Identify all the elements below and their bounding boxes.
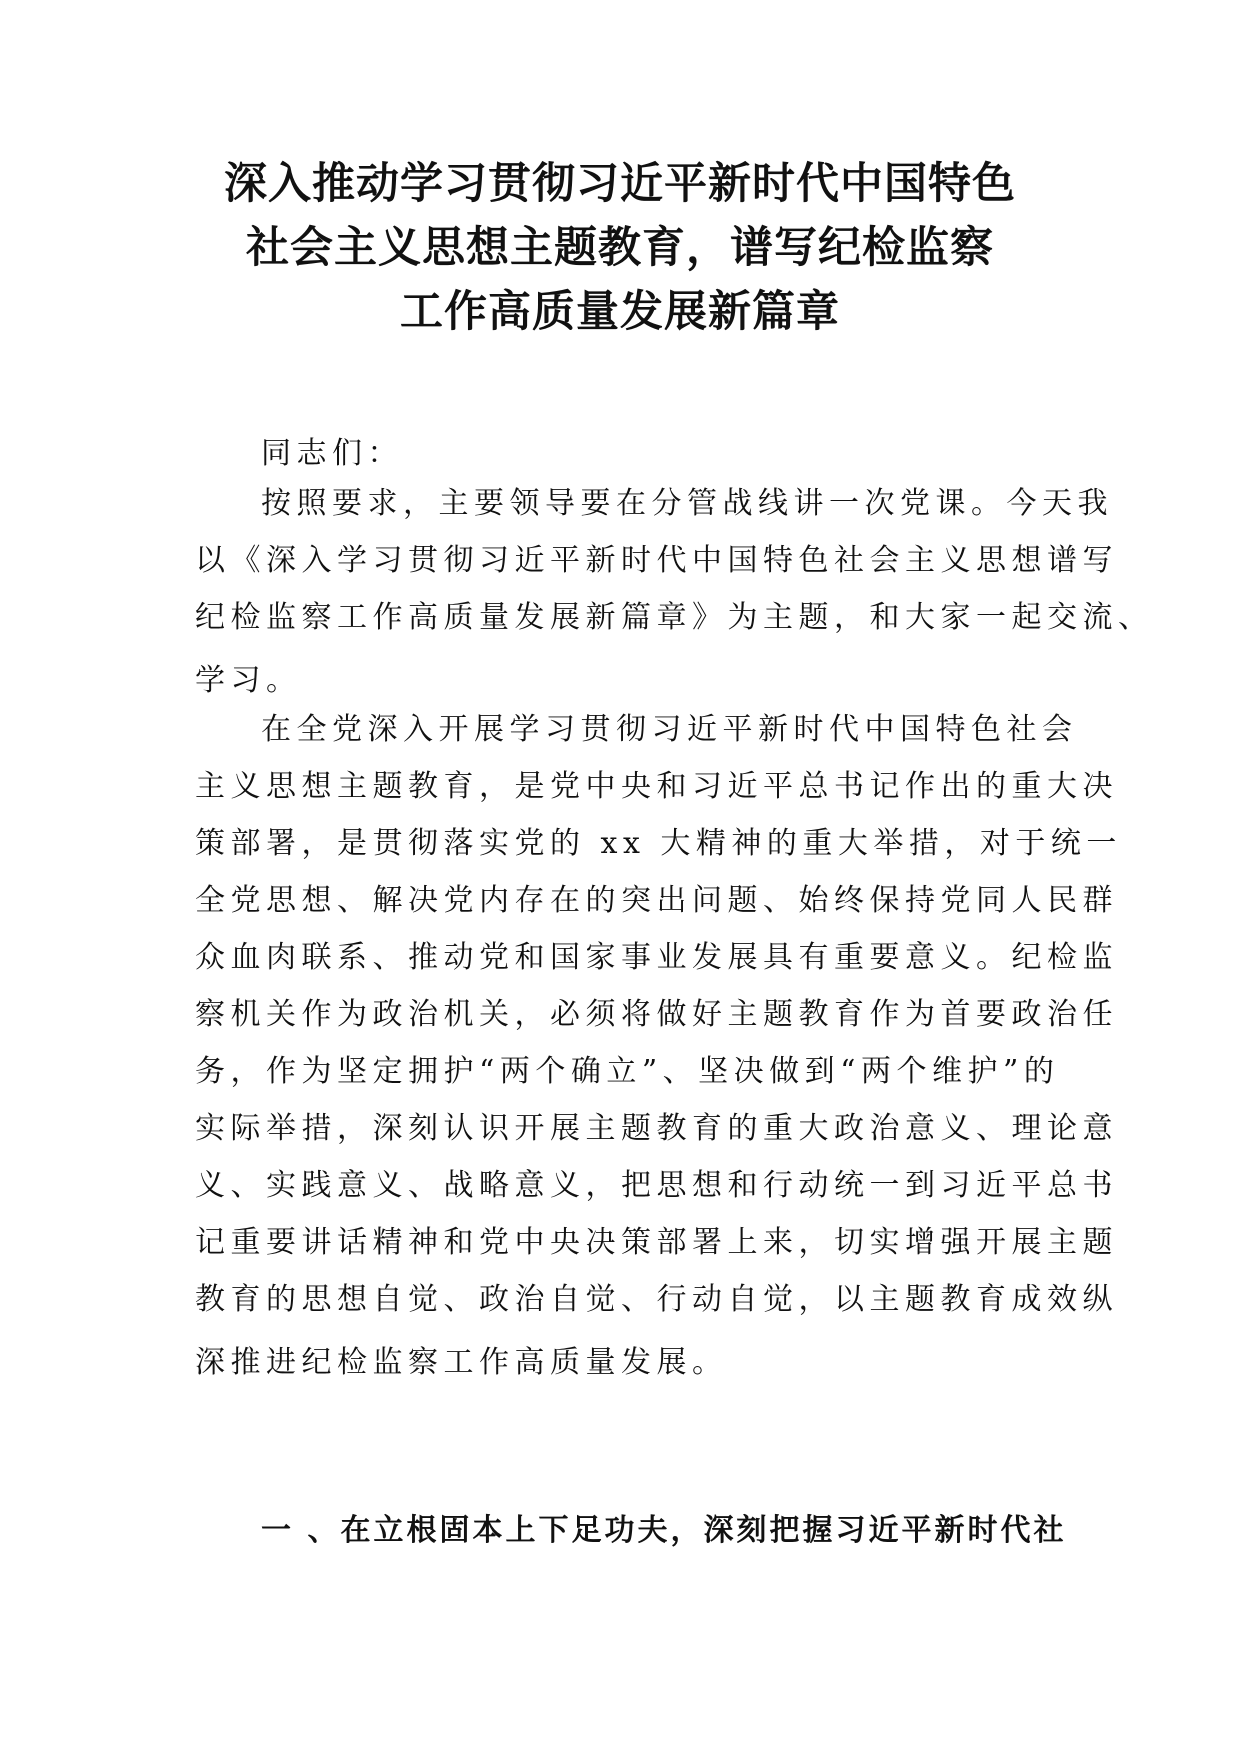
paragraph-2-line: 策部署，是贯彻落实党的 xx 大精神的重大举措，对于统一	[195, 826, 1122, 861]
paragraph-2-line: 深推进纪检监察工作高质量发展。	[195, 1345, 728, 1380]
paragraph-2-line: 记重要讲话精神和党中央决策部署上来，切实增强开展主题	[195, 1225, 1118, 1260]
paragraph-1-line: 纪检监察工作高质量发展新篇章》为主题，和大家一起交流、	[195, 600, 1154, 635]
paragraph-2-line: 众血肉联系、推动党和国家事业发展具有重要意义。纪检监	[195, 940, 1118, 975]
paragraph-2-line: 察机关作为政治机关，必须将做好主题教育作为首要政治任	[195, 997, 1118, 1032]
paragraph-2-line: 主义思想主题教育，是党中央和习近平总书记作出的重大决	[195, 769, 1118, 804]
paragraph-2-line: 实际举措，深刻认识开展主题教育的重大政治意义、理论意	[195, 1111, 1118, 1146]
paragraph-1-line: 按照要求，主要领导要在分管战线讲一次党课。今天我	[261, 486, 1113, 521]
section-heading: 一 、在立根固本上下足功夫，深刻把握习近平新时代社	[261, 1513, 1067, 1548]
paragraph-2-line: 务，作为坚定拥护“两个确立”、坚决做到“两个维护”的	[195, 1054, 1060, 1089]
paragraph-2-line: 在全党深入开展学习贯彻习近平新时代中国特色社会	[261, 712, 1078, 747]
document-title	[150, 152, 1090, 344]
paragraph-2-line: 教育的思想自觉、政治自觉、行动自觉，以主题教育成效纵	[195, 1282, 1118, 1317]
title-line-1: 深入推动学习贯彻习近平新时代中国特色	[224, 159, 1016, 209]
paragraph-2-line: 全党思想、解决党内存在的突出问题、始终保持党同人民群	[195, 883, 1118, 918]
paragraph-1	[195, 475, 1154, 709]
salutation	[195, 425, 1043, 482]
title-line-3: 工作高质量发展新篇章	[400, 287, 840, 337]
paragraph-1-line: 以《深入学习贯彻习近平新时代中国特色社会主义思想谱写	[195, 543, 1118, 578]
paragraph-2-line: 义、实践意义、战略意义，把思想和行动统一到习近平总书	[195, 1168, 1118, 1203]
salutation-text: 同志们：	[261, 436, 403, 471]
paragraph-1-line: 学习。	[195, 663, 302, 698]
paragraph-2	[195, 701, 1122, 1391]
title-line-2: 社会主义思想主题教育，谱写纪检监察	[246, 223, 994, 273]
